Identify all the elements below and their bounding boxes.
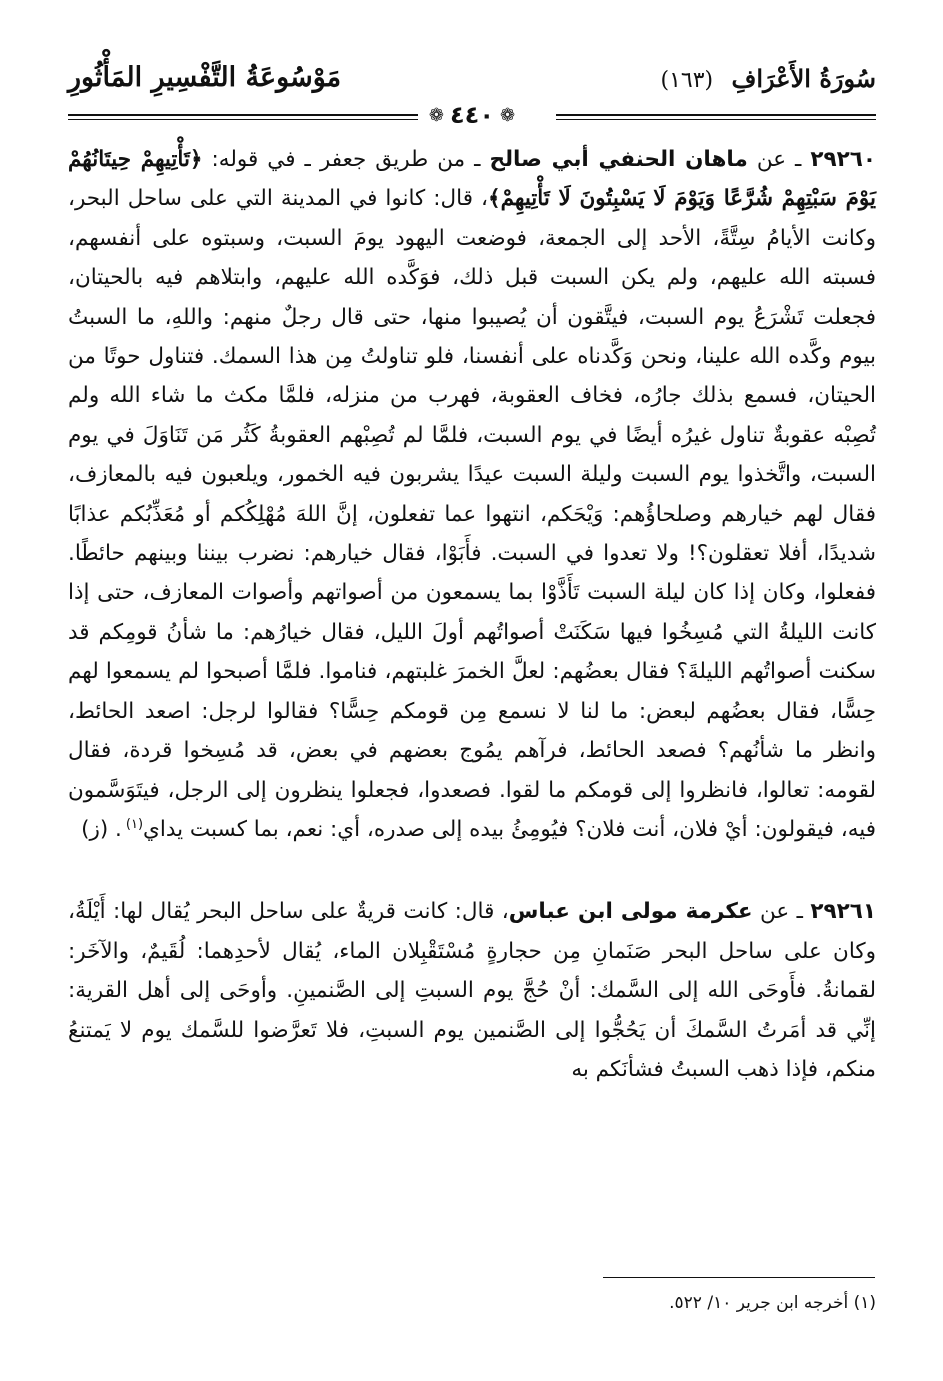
header-rule [68,100,876,130]
quran-quote: ﴿تَأْتِيهِمْ حِيتَانُهُمْ يَوْمَ سَبْتِهِمْ شُرَّعًا وَيَوْمَ لَا يَسْبِتُونَ لَا تَأْتِيهِمْ﴾ [68,147,876,212]
entry-intro: ـ عن [747,147,811,172]
entry-text: ، قال: كانوا في المدينة التي على ساحل البحر، وكانت الأيامُ سِتَّةً، الأحد إلى الجمعة، فوضعت اليهود يومَ السبت، وسبتوه على أنفسهم، فسبته الله عليهم، ولم يكن السبت قبل ذلك، فوَكَّده الله عليهم، وابتلاهم فيه بالحيتان، فجعلت تَشْرَعُ يوم السبت، فيتَّقون أن يُصيبوا منها، حتى قال رجلٌ منهم: واللهِ، ما السبتُ بيوم وكَّده الله علينا، ونحن وَكَّدناه على أنفسنا، فلو تناولتُ مِن هذا السمك. فتناول حوتًا من الحيتان، فسمع بذلك جارُه، فخاف العقوبة، فهرب من منزله، فلمَّا مكث ما شاء الله ولم تُصِبْه عقوبةٌ تناول غيرُه أيضًا في يوم السبت، فلمَّا لم تُصِبْهم العقوبةُ كَثُر مَن تَنَاوَلَ في يوم السبت، واتَّخذوا يوم السبت وليلة السبت عيدًا يشربون فيه الخمور، ويلعبون فيه بالمعازف، فقال لهم خيارهم وصلحاؤُهم: وَيْحَكم، انتهوا عما تفعلون، إنَّ اللهَ مُهْلِكُكم أو مُعَذِّبُكم عذابًا شديدًا، أفلا تعقلون؟! ولا تعدوا في السبت. فأَبَوْا، فقال خيارهم: نضرب بيننا وبينهم حائطًا. ففعلوا، وكان إذا كان ليلة السبت تَأَذَّوْا بما يسمعون من أصواتهم وأصوات المعازف، حتى إذا كانت الليلةُ التي مُسِخُوا فيها سَكَنَتْ أصواتُهم أولَ الليل، فقال خيارُهم: ما شأنُ قومِكم قد سكنت أصواتُهم الليلةَ؟ فقال بعضُهم: لعلَّ الخمرَ غلبتهم، فناموا. فلمَّا أصبحوا لم يسمعوا لهم حِسًّا، فقال بعضُهم لبعض: ما لنا لا نسمع مِن قومكم حِسًّا؟ فقالوا لرجل: اصعد الحائط، وانظر ما شأنُهم؟ فصعد الحائط، فرآهم يمُوج بعضهم في بعض، قد مُسِخوا قردة، فقال لقومه: تعالوا، فانظروا إلى قومكم ما لقوا. فصعدوا، فجعلوا ينظرون إلى الرجل، فيتَوَسَّمون فيه، فيقولون: أيْ فلان، أنت فلان؟ فيُومِئُ بيده إلى صدره، أي: نعم، بما كسبت يداي [68,186,876,842]
hadith-entry [68,892,876,1089]
footnote-reference[interactable]: (١) [125,816,144,832]
ornament-icon: ❁ [428,105,445,126]
entry-text: ، قال: كانت قريةٌ على ساحل البحر يُقال لها: أَيْلَةُ، وكان على ساحل البحر صَنَمانِ مِن حجارةٍ مُسْتَقْبِلان الماء، يُقال لأحدِهما: لُقَيمٌ، والآخَر: لقمانةُ. فأَوحَى الله إلى السَّمك: أنْ حُجَّ يوم السبتِ إلى الصَّنمينِ. وأوحَى إلى أهل القرية: إنِّي قد أمَرتُ السَّمكَ أن يَحُجُّوا إلى الصَّنمين يوم السبتِ، فلا تَعرَّضوا للسَّمك يوم لا يَمتنعُ منكم، فإذا ذهب السبتُ فشأنَكم به [68,899,876,1082]
entry-number: ٢٩٢٦٠ [810,147,877,172]
page-header [68,62,876,104]
entry-number: ٢٩٢٦١ [810,899,877,925]
narrator-name: عكرمة مولى ابن عباس [508,899,753,925]
hadith-entry [68,140,876,849]
ornament-icon: ❁ [499,105,516,126]
footnote: (١) أخرجه ابن جرير ١٠/ ٥٢٢. [669,1293,876,1313]
page-number-block [68,100,876,131]
footnote-divider [603,1277,875,1278]
main-text [68,140,876,1089]
verse-reference: (١٦٣) [660,68,714,93]
surah-title: سُورَةُ الأَعْرَافِ [731,64,876,93]
entry-text: ـ من طريق جعفر ـ في قوله: [202,147,490,172]
page-number: ٤٤٠ [450,101,494,129]
narrator-name: ماهان الحنفي أبي صالح [489,147,748,172]
source-code: . (ز) [81,816,122,842]
book-title: مَوْسُوعَةُ التَّفْسِيرِ المَأْثُورِ [68,62,342,93]
running-head [661,64,877,93]
entry-intro: ـ عن [752,899,811,925]
